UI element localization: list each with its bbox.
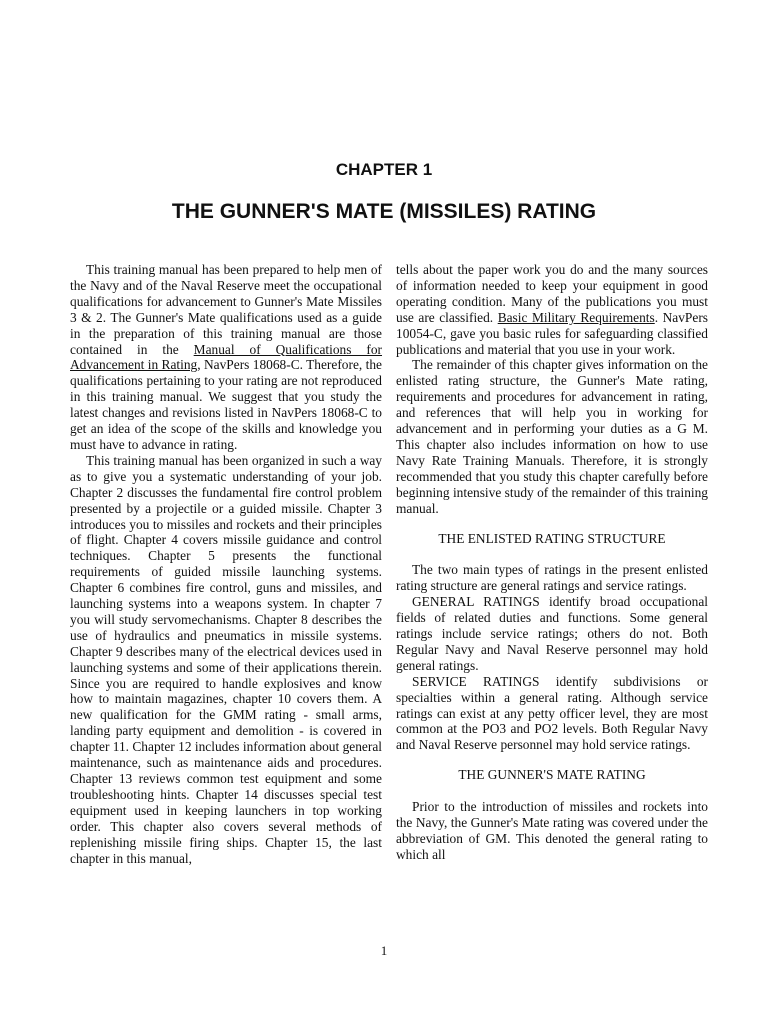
section-heading-gunners-mate: THE GUNNER'S MATE RATING xyxy=(458,767,646,783)
chapter-title: THE GUNNER'S MATE (MISSILES) RATING xyxy=(171,200,597,223)
organization-paragraph: This training manual has been organized in such a way as to give you a systematic understanding of your job. Chapter 2 discusses the fundamental fire control problem presented by a projectile or a guided missile. Chapter 3 introduces you to missiles and rockets and their principles of flight. Chapter 4 covers missile guidance and control techniques. Chapter 5 presents the functional requirements of guided missile launching systems. Chapter 6 combines fire control, guns and missiles, and launching systems into a weapons system. In chapter 7 you will study servomechanisms. Chapter 8 describes the use of hydraulics and pneumatics in missile systems. Chapter 9 describes many of the electrical devices used in launching systems and some of their applications therein. Since you are required to handle explosives and know how to maintain magazines, chapter 10 covers them. A new qualification for the GMM rating - small arms, landing party equipment and demolition - is covered in chapter 11. Chapter 12 includes information about general maintenance, such as maintenance aids and procedures. Chapter 13 reviews common test equipment and some troubleshooting hints. Chapter 14 discusses special test equipment used in keeping launchers in top working order. This chapter also covers several methods of replenishing missile firing ships. Chapter 15, the last chapter in this manual, xyxy=(70,452,382,866)
manual-of-qualifications-title: Manual of Qualifications for Advancement in Rating xyxy=(70,341,383,373)
page-number: 1 xyxy=(380,943,388,958)
intro-paragraph xyxy=(70,262,382,453)
right-column xyxy=(396,262,708,863)
intro-paragraph-text-a: This training manual has been prepared to help men of the Navy and of the Naval Reserve meet the occupational qualifications for advancement to Gunner's Mate Missiles 3 & 2. The Gunner's Mate qualifications used as a guide in the preparation of this training manual are those contained in the xyxy=(70,262,382,357)
service-ratings-paragraph: SERVICE RATINGS identify subdivisions or specialties within a general rating. Although service ratings can exist at any petty officer level, they are most common at the PO3 and PO2 levels. Both Regular Navy and Naval Reserve personnel may hold service ratings. xyxy=(396,673,708,753)
basic-military-requirements-title: Basic Military Requirements xyxy=(497,309,655,325)
remainder-paragraph: The remainder of this chapter gives information on the enlisted rating structure, the Gunner's Mate rating, requirements and procedures for advancement in rating, and references that will help you in working for advancement and in performing your duties as a G M. This chapter also includes information on how to use Navy Rate Training Manuals. Therefore, it is strongly recommended that you study this chapter carefully before beginning intensive study of the remainder of this training manual. xyxy=(396,357,708,516)
intro-paragraph-text-b: , NavPers 18068-C. Therefore, the qualifications pertaining to your rating are not reproduced in this training manual. We suggest that you study the latest changes and revisions listed in NavPers 18068-C to get an idea of the scope of the skills and knowledge you must have to advance in rating. xyxy=(70,357,382,452)
section-heading-enlisted-rating: THE ENLISTED RATING STRUCTURE xyxy=(438,530,666,546)
gunners-mate-paragraph: Prior to the introduction of missiles and rockets into the Navy, the Gunner's Mate rating was covered under the abbreviation of GM. This denoted the general rating to which all xyxy=(396,799,708,862)
general-ratings-paragraph: GENERAL RATINGS identify broad occupational fields of related duties and functions. Some general ratings include service ratings; others do not. Both Regular Navy and Naval Reserve personnel may hold general ratings. xyxy=(396,594,708,673)
left-column xyxy=(70,262,382,866)
chapter-label: CHAPTER 1 xyxy=(335,160,433,179)
paperwork-paragraph-text-b: . NavPers 10054-C, gave you basic rules for safeguarding classified publications and material that you use in your work. xyxy=(396,309,708,357)
paperwork-paragraph-text-a: tells about the paper work you do and the many sources of information needed to keep your equipment in good operating condition. Many of the publications you must use are classified. xyxy=(396,262,708,325)
rating-types-paragraph: The two main types of ratings in the present enlisted rating structure are general ratings and service ratings. xyxy=(396,562,708,594)
paperwork-paragraph xyxy=(396,262,708,357)
